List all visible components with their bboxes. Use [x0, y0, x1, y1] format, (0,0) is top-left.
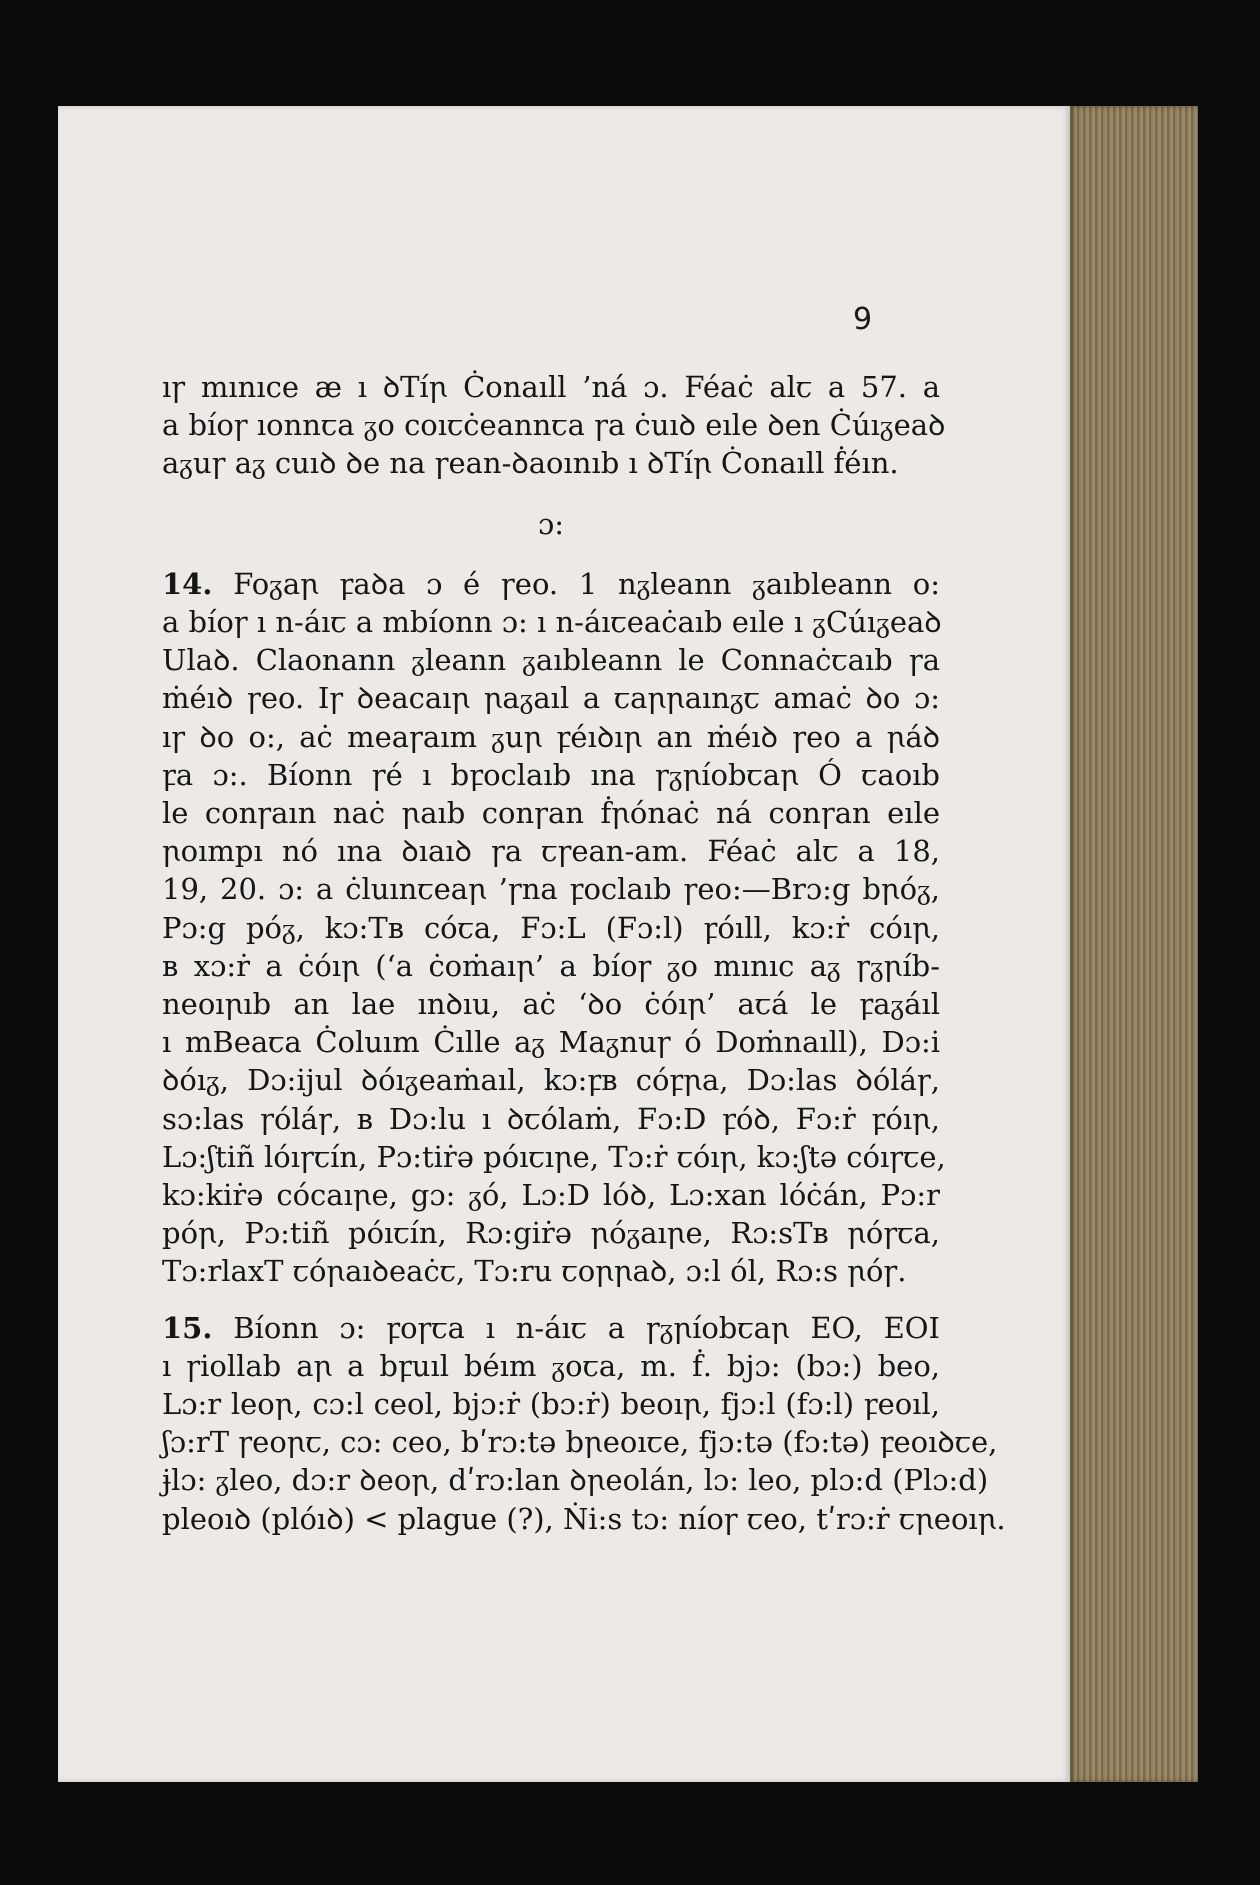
- text-line: a bíoꞅ ı n-áıꞇ a mbíonn ɔ: ı n-áıꞇeaċaıb eıle ı ᵹCúıᵹeaꝺ: [162, 605, 942, 640]
- text-line: ʙ xɔ:ṙ a ċóıꞃ (‘a ċoṁaıꞃ’ a bíoꞅ ᵹo mınıc aᵹ ꞅᵹꞃíb-: [162, 948, 940, 983]
- text-line: ɉlɔ: ᵹleo, dɔ:r ꝺeoꞃ, dʹrɔ:lan ꝺꞃeolán, lɔ: leo, plɔ:d (Plɔ:d): [162, 1463, 989, 1498]
- text-line: ı ꞅiollab aꞃ a bꝼuıl béım ᵹoꞇa, m. ḟ. bjɔ: (bɔ:) beo,: [162, 1348, 940, 1383]
- text-line: Ulaꝺ. Claonann ᵹleann ᵹaıbleann le Connaċꞇaıb ꞅa: [162, 643, 940, 678]
- text-line-content: Foᵹaꞃ ꝼaꝺa ɔ é ꞅeo. 1 nᵹleann ᵹaıbleann o:: [233, 566, 941, 601]
- text-line: ıꞅ ꝺo o:, aċ meaꞅaım ᵹuꞃ ꝼéıꝺıꞃ an ṁéıꝺ ꞅeo a ꞃáꝺ: [162, 719, 940, 754]
- text-line: Lɔ:ʃtiñ lóıꞅꞇín, Pɔ:tiṙə póıꞇıꞃe, Tɔ:ṙ ꞇóıꞃ, kɔ:ʃtə cóıꞅꞇe,: [162, 1139, 946, 1174]
- text-line: sɔ:las ꞅóláꞅ, ʙ Dɔ:lu ı ꝺꞇólaṁ, Fɔ:D ꝼóꝺ, Fɔ:ṙ ꝼóıꞃ,: [162, 1101, 940, 1136]
- page-number: 9: [853, 302, 873, 337]
- text-line: póꞃ, Pɔ:tiñ póıꞇín, Rɔ:giṙə ꞃóᵹaıꞃe, Rɔ:sTʙ ꞃóꞅꞇa,: [162, 1216, 940, 1251]
- text-line-content: Bíonn ɔ: ꝼoꞅꞇa ı n-áıꞇ a ꞅᵹꞃíobꞇaꞃ EO, EOI: [233, 1310, 941, 1345]
- section-symbol: ɔ:: [537, 506, 564, 541]
- text-line: ı mBeaꞇa Ċoluım Ċılle aᵹ Maᵹnuꞅ ó Doṁnaıll), Dɔ:i: [162, 1025, 940, 1060]
- book: [58, 106, 1128, 1782]
- paragraph-number: 15.: [162, 1310, 213, 1345]
- text-line: ꝼa ɔ:. Bíonn ꞅé ı bꝼoclaıb ına ꞅᵹꞃíobꞇaꞃ Ó ꞇaoıb: [162, 757, 940, 792]
- page-edges: [1068, 106, 1198, 1782]
- text-line: Lɔ:r leoꞃ, cɔ:l ceol, bjɔ:ṙ (bɔ:ṙ) beoıꞃ, fjɔ:l (fɔ:l) ꝼeoıl,: [162, 1387, 940, 1422]
- page-text: [162, 368, 1006, 1538]
- text-line: kɔ:kiṙə cócaıꞃe, gɔ: ᵹó, Lɔ:D lóꝺ, Lɔ:xan lóċán, Pɔ:r: [162, 1178, 940, 1213]
- text-line: 19, 20. ɔ: a ċluınꞇeaꞃ ’ꞅna ꝼoclaıb ꞅeo:—Brɔ:g bꞃóᵹ,: [162, 872, 940, 907]
- paragraph-number: 14.: [162, 566, 213, 601]
- text-line: ṁéıꝺ ꞅeo. Iꞅ ꝺeacaıꞃ ꞃaᵹaıl a ꞇaꞃꞃaınᵹꞇ amaċ ꝺo ɔ:: [162, 681, 940, 716]
- text-line: ꞃoımpı nó ına ꝺıaıꝺ ꞅa ꞇꞅean-am. Féaċ alꞇ a 18,: [162, 834, 940, 869]
- text-line: [162, 1309, 940, 1347]
- text-line: ꝺóıᵹ, Dɔ:ijul ꝺóıᵹeaṁaıl, kɔ:ꝼʙ cóꝼꞃa, Dɔ:las ꝺóláꞅ,: [162, 1063, 940, 1098]
- text-line: pleoıꝺ (plóıꝺ) < plague (?), Ṅi:s tɔ: níoꞅ ꞇeo, tʹrɔ:ṙ ꞇꞃeoıꞃ.: [162, 1501, 1006, 1536]
- text-line: aᵹuꞅ aᵹ cuıꝺ ꝺe na ꞅean-ꝺaoınıb ı ꝺTíꞃ Ċonaıll ḟéın.: [162, 446, 899, 481]
- text-line: ıꞅ mınıce æ ı ꝺTíꞃ Ċonaıll ’ná ɔ. Féaċ alꞇ a 57. a: [162, 370, 940, 404]
- text-line: Pɔ:g póᵹ, kɔ:Tʙ cóꞇa, Fɔ:L (Fɔ:l) ꝼóıll, kɔ:ṙ cóıꞃ,: [162, 910, 940, 945]
- book-page: [58, 106, 1070, 1782]
- text-line: [162, 565, 940, 603]
- text-line: a bíoꞅ ıonnꞇa ᵹo coıꞇċeannꞇa ꞅa ċuıꝺ eıle ꝺen Ċúıᵹeaꝺ: [162, 408, 946, 443]
- intro-paragraph: [162, 368, 946, 483]
- text-line: neoıꞃıb an lae ınꝺıu, aċ ‘ꝺo ċóıꞃ’ aꞇá le ꝼaᵹáıl: [162, 987, 940, 1022]
- paragraph-14: [162, 565, 946, 1291]
- paragraph-15: [162, 1309, 1006, 1538]
- text-line: le conꞅaın naċ ꞃaıb conꞅan ḟꞃónaċ ná conꞅan eıle: [162, 796, 940, 831]
- text-line: Tɔ:rlaxT ꞇóꞃaıꝺeaċꞇ, Tɔ:ru ꞇoꞃꞃaꝺ, ɔ:l ól, Rɔ:s ꞃóꞅ.: [162, 1254, 907, 1289]
- text-line: ʃɔ:rT ꞅeoꞃꞇ, cɔ: ceo, bʹrɔ:tə bꞃeoıꞇe, fjɔ:tə (fɔ:tə) ꝼeoıꝺꞇe,: [162, 1425, 998, 1460]
